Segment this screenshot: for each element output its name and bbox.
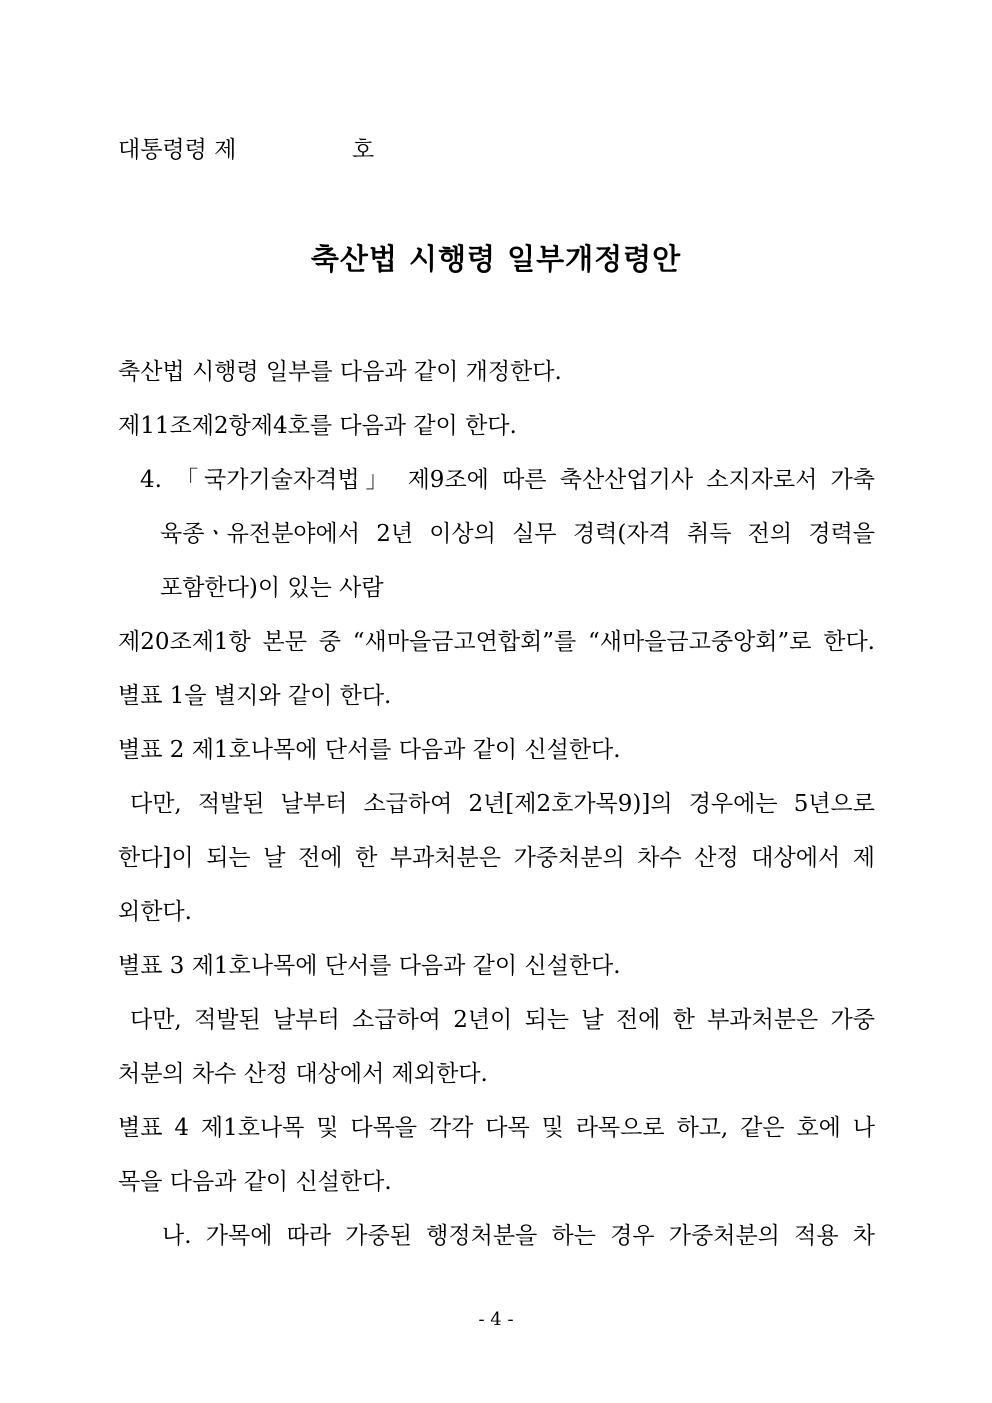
annex-3-proviso-line-1: 다만, 적발된 날부터 소급하여 2년이 되는 날 전에 한 부과처분은 가중: [130, 1007, 875, 1033]
annex-4-item-line-1: 나. 가목에 따라 가중된 행정처분을 하는 경우 가중처분의 적용 차: [162, 1223, 875, 1249]
decree-number-suffix: 호: [352, 137, 375, 163]
annex-2-proviso-line-1: 다만, 적발된 날부터 소급하여 2년[제2호가목9)]의 경우에는 5년으로: [130, 791, 875, 817]
decree-number-label: 대통령령 제: [118, 137, 237, 163]
annex-4-instruction-line-1: 별표 4 제1호나목 및 다목을 각각 다목 및 라목으로 하고, 같은 호에 나: [118, 1115, 875, 1141]
annex-4-instruction-line-2: 목을 다음과 같이 신설한다.: [118, 1169, 392, 1195]
item-4-line-2: 육종ㆍ유전분야에서 2년 이상의 실무 경력(자격 취득 전의 경력을: [160, 521, 875, 547]
article-11-instruction: 제11조제2항제4호를 다음과 같이 한다.: [118, 413, 517, 439]
intro-paragraph: 축산법 시행령 일부를 다음과 같이 개정한다.: [118, 359, 562, 385]
annex-1-instruction: 별표 1을 별지와 같이 한다.: [118, 683, 392, 709]
item-4-line-3: 포함한다)이 있는 사람: [160, 575, 384, 601]
annex-2-proviso-line-2: 한다]이 되는 날 전에 한 부과처분은 가중처분의 차수 산정 대상에서 제: [118, 845, 875, 871]
page-number: - 4 -: [478, 1309, 514, 1330]
annex-3-proviso-line-2: 처분의 차수 산정 대상에서 제외한다.: [118, 1061, 488, 1087]
article-20-instruction: 제20조제1항 본문 중 “새마을금고연합회”를 “새마을금고중앙회”로 한다.: [118, 629, 875, 655]
annex-3-instruction: 별표 3 제1호나목에 단서를 다음과 같이 신설한다.: [118, 953, 621, 979]
annex-2-instruction: 별표 2 제1호나목에 단서를 다음과 같이 신설한다.: [118, 737, 621, 763]
annex-2-proviso-line-3: 외한다.: [118, 899, 192, 925]
item-4-line-1: 4. 「국가기술자격법」 제9조에 따른 축산산업기사 소지자로서 가축: [140, 467, 875, 493]
document-title: 축산법 시행령 일부개정령안: [310, 242, 682, 276]
